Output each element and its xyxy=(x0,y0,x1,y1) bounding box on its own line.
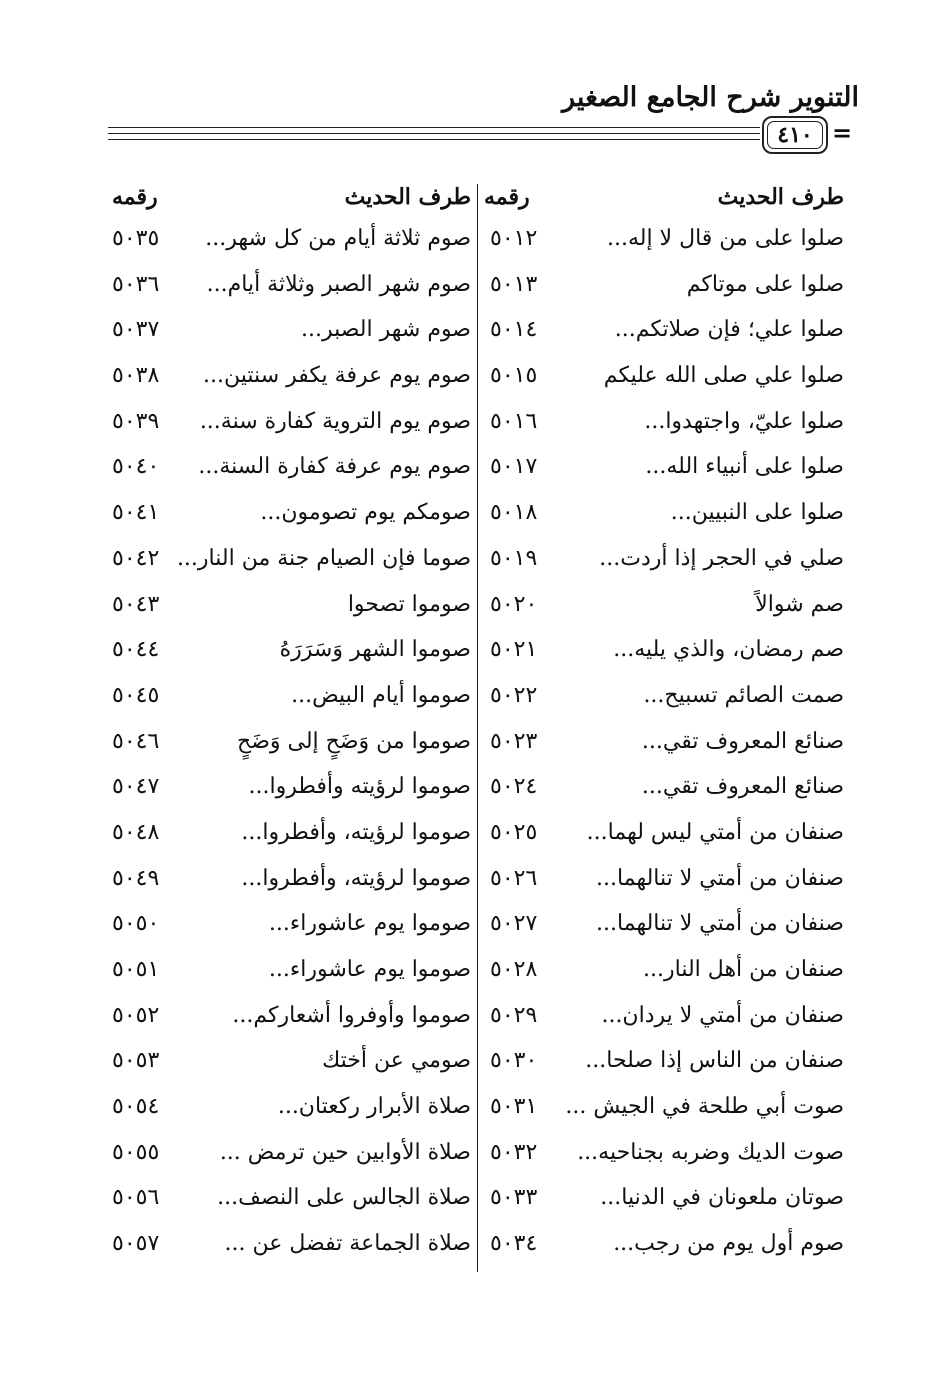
right-hadith-number: ٥٠٣١ xyxy=(490,1094,538,1120)
right-hadith-number: ٥٠٢٦ xyxy=(490,865,538,891)
left-hadith-text: صوموا من وَضَحٍ إلى وَضَحٍ xyxy=(237,728,471,754)
left-hadith-text: صوموا يوم عاشوراء... xyxy=(268,957,471,982)
right-hadith-text: صنفان من أهل النار... xyxy=(643,957,844,982)
left-hadith-text: صوموا وأوفروا أشعاركم... xyxy=(232,1002,471,1028)
left-hadith-text: صوموا تصحوا xyxy=(347,591,471,617)
right-hadith-text: صنفان من أمتي لا تنالهما... xyxy=(596,911,844,937)
left-hadith-text: صلاة الجماعة تفضل عن ... xyxy=(224,1231,471,1257)
table-row xyxy=(0,1140,949,1186)
table-row xyxy=(0,820,949,866)
left-hadith-text: صوموا لرؤيته وأفطروا... xyxy=(248,774,471,800)
right-hadith-number: ٥٠٢٧ xyxy=(490,911,538,937)
right-hadith-number: ٥٠٢٣ xyxy=(490,728,538,754)
left-hadith-number: ٥٠٤٦ xyxy=(112,728,160,754)
left-hadith-number: ٥٠٥٦ xyxy=(112,1185,160,1211)
left-hadith-number: ٥٠٣٧ xyxy=(112,317,160,343)
left-hadith-number: ٥٠٣٨ xyxy=(112,363,160,389)
header-mark: = xyxy=(832,118,853,147)
hadith-index-table xyxy=(0,226,949,1277)
left-hadith-text: صلاة الأبرار ركعتان... xyxy=(277,1094,471,1120)
left-hadith-number: ٥٠٤٩ xyxy=(112,865,160,891)
table-row xyxy=(0,683,949,729)
right-hadith-text: صنائع المعروف تقي... xyxy=(641,774,844,800)
table-row xyxy=(0,1185,949,1231)
right-hadith-number: ٥٠٢١ xyxy=(490,637,538,663)
right-hadith-number: ٥٠١٥ xyxy=(490,363,538,389)
right-hadith-text: صنفان من الناس إذا صلحا... xyxy=(585,1048,844,1074)
left-hadith-number: ٥٠٣٥ xyxy=(112,226,160,251)
table-row xyxy=(0,866,949,912)
table-row xyxy=(0,957,949,1003)
left-hadith-text: صوم يوم عرفة يكفر سنتين... xyxy=(203,363,471,389)
left-hadith-text: صومكم يوم تصومون... xyxy=(260,500,471,526)
right-hadith-number: ٥٠٢٤ xyxy=(490,774,538,800)
right-hadith-number: ٥٠٣٣ xyxy=(490,1185,538,1211)
header-rule-middle xyxy=(108,133,760,134)
left-hadith-number: ٥٠٥٧ xyxy=(112,1231,160,1257)
left-hadith-number: ٥٠٥٠ xyxy=(112,911,160,937)
left-hadith-text: صوم ثلاثة أيام من كل شهر... xyxy=(205,226,471,251)
right-hadith-number: ٥٠١٣ xyxy=(490,271,538,297)
left-hadith-text: صوما فإن الصيام جنة من النار... xyxy=(176,545,471,571)
left-hadith-text: صلاة الأوابين حين ترمض ... xyxy=(219,1139,471,1165)
table-row xyxy=(0,409,949,455)
header-rule-bottom xyxy=(108,139,760,140)
left-hadith-text: صوم شهر الصبر وثلاثة أيام... xyxy=(206,271,471,297)
right-hadith-number: ٥٠٢٢ xyxy=(490,682,538,708)
left-hadith-number: ٥٠٤٧ xyxy=(112,774,160,800)
right-hadith-text: صلوا على موتاكم xyxy=(686,271,844,297)
right-hadith-number: ٥٠١٤ xyxy=(490,317,538,343)
right-hadith-number: ٥٠١٩ xyxy=(490,545,538,571)
left-hadith-number: ٥٠٣٦ xyxy=(112,271,160,297)
right-number-header: رقمه xyxy=(484,184,530,210)
right-hadith-number: ٥٠١٦ xyxy=(490,408,538,434)
left-hadith-text: صوم شهر الصبر... xyxy=(300,317,471,343)
right-hadith-text: صم رمضان، والذي يليه... xyxy=(613,637,844,663)
table-row xyxy=(0,911,949,957)
right-hadith-number: ٥٠٢٩ xyxy=(490,1002,538,1028)
right-hadith-text: صلي في الحجر إذا أردت... xyxy=(599,545,844,571)
table-row xyxy=(0,637,949,683)
right-hadith-number: ٥٠١٨ xyxy=(490,500,538,526)
right-hadith-text: صوتان ملعونان في الدنيا... xyxy=(600,1185,844,1211)
right-hadith-text: صلوا علي صلى الله عليكم xyxy=(603,363,844,389)
left-hadith-text: صوموا أيام البيض... xyxy=(291,682,471,708)
table-row xyxy=(0,226,949,272)
right-hadith-text: صمت الصائم تسبيح... xyxy=(643,682,844,708)
left-hadith-number: ٥٠٥٢ xyxy=(112,1002,160,1028)
header-rule-top xyxy=(108,127,760,128)
right-hadith-number: ٥٠٢٥ xyxy=(490,819,538,845)
right-hadith-text: صوت أبي طلحة في الجيش ... xyxy=(565,1094,844,1120)
right-hadith-text: صلوا علي؛ فإن صلاتكم... xyxy=(614,317,844,343)
right-hadith-text: صنفان من أمتي لا يردان... xyxy=(601,1002,844,1028)
right-hadith-text: صوم أول يوم من رجب... xyxy=(613,1231,844,1257)
left-hadith-text: صومي عن أختك xyxy=(322,1048,471,1074)
table-row xyxy=(0,1231,949,1277)
table-row xyxy=(0,1048,949,1094)
book-title: التنوير شرح الجامع الصغير xyxy=(562,82,859,113)
right-hadith-number: ٥٠١٢ xyxy=(490,226,538,251)
right-hadith-text: صوت الديك وضربه بجناحيه... xyxy=(577,1139,844,1165)
left-hadith-number: ٥٠٤٨ xyxy=(112,819,160,845)
table-row xyxy=(0,592,949,638)
left-hadith-text: صوم يوم التروية كفارة سنة... xyxy=(199,408,471,434)
left-hadith-number: ٥٠٤٣ xyxy=(112,591,160,617)
right-hadith-number: ٥٠٣٢ xyxy=(490,1139,538,1165)
right-hadith-number: ٥٠٢٨ xyxy=(490,957,538,982)
left-hadith-text: صلاة الجالس على النصف... xyxy=(217,1185,471,1211)
left-hadith-number: ٥٠٤٠ xyxy=(112,454,160,480)
left-hadith-number: ٥٠٥١ xyxy=(112,957,160,982)
right-hadith-text: صم شوالاً xyxy=(755,591,844,617)
left-hadith-number: ٥٠٥٤ xyxy=(112,1094,160,1120)
left-hadith-number: ٥٠٣٩ xyxy=(112,408,160,434)
table-row xyxy=(0,1094,949,1140)
table-row xyxy=(0,272,949,318)
page-number: ٤١٠ xyxy=(777,122,813,148)
right-hadith-number: ٥٠١٧ xyxy=(490,454,538,480)
left-hadith-number: ٥٠٥٥ xyxy=(112,1139,160,1165)
left-hadith-text: صوموا الشهر وَسَرَرَهُ xyxy=(279,637,471,663)
left-hadith-number: ٥٠٥٣ xyxy=(112,1048,160,1074)
left-hadith-text: صوموا لرؤيته، وأفطروا... xyxy=(241,819,471,845)
right-hadith-text: صنفان من أمتي لا تنالهما... xyxy=(596,865,844,891)
table-row xyxy=(0,454,949,500)
table-row xyxy=(0,774,949,820)
right-hadith-text: صنفان من أمتي ليس لهما... xyxy=(586,819,844,845)
right-hadith-number: ٥٠٣٠ xyxy=(490,1048,538,1074)
page-number-badge xyxy=(762,116,828,154)
table-row xyxy=(0,1003,949,1049)
right-hadith-number: ٥٠٢٠ xyxy=(490,591,538,617)
left-hadith-text: صوموا يوم عاشوراء... xyxy=(268,911,471,937)
right-text-header: طرف الحديث xyxy=(717,184,844,210)
left-hadith-text: صوم يوم عرفة كفارة السنة... xyxy=(198,454,471,480)
left-number-header: رقمه xyxy=(112,184,158,210)
table-row xyxy=(0,317,949,363)
right-hadith-text: صنائع المعروف تقي... xyxy=(641,728,844,754)
left-hadith-number: ٥٠٤٤ xyxy=(112,637,160,663)
right-hadith-text: صلوا على من قال لا إله... xyxy=(606,226,844,251)
left-text-header: طرف الحديث xyxy=(344,184,471,210)
right-hadith-number: ٥٠٣٤ xyxy=(490,1231,538,1257)
left-hadith-number: ٥٠٤٢ xyxy=(112,545,160,571)
table-row xyxy=(0,546,949,592)
left-hadith-number: ٥٠٤١ xyxy=(112,500,160,526)
table-row xyxy=(0,363,949,409)
right-hadith-text: صلوا على أنبياء الله... xyxy=(645,454,844,480)
table-row xyxy=(0,500,949,546)
right-hadith-text: صلوا على النبيين... xyxy=(670,500,844,526)
table-row xyxy=(0,729,949,775)
left-hadith-text: صوموا لرؤيته، وأفطروا... xyxy=(241,865,471,891)
right-hadith-text: صلوا عليّ، واجتهدوا... xyxy=(644,408,844,434)
left-hadith-number: ٥٠٤٥ xyxy=(112,682,160,708)
